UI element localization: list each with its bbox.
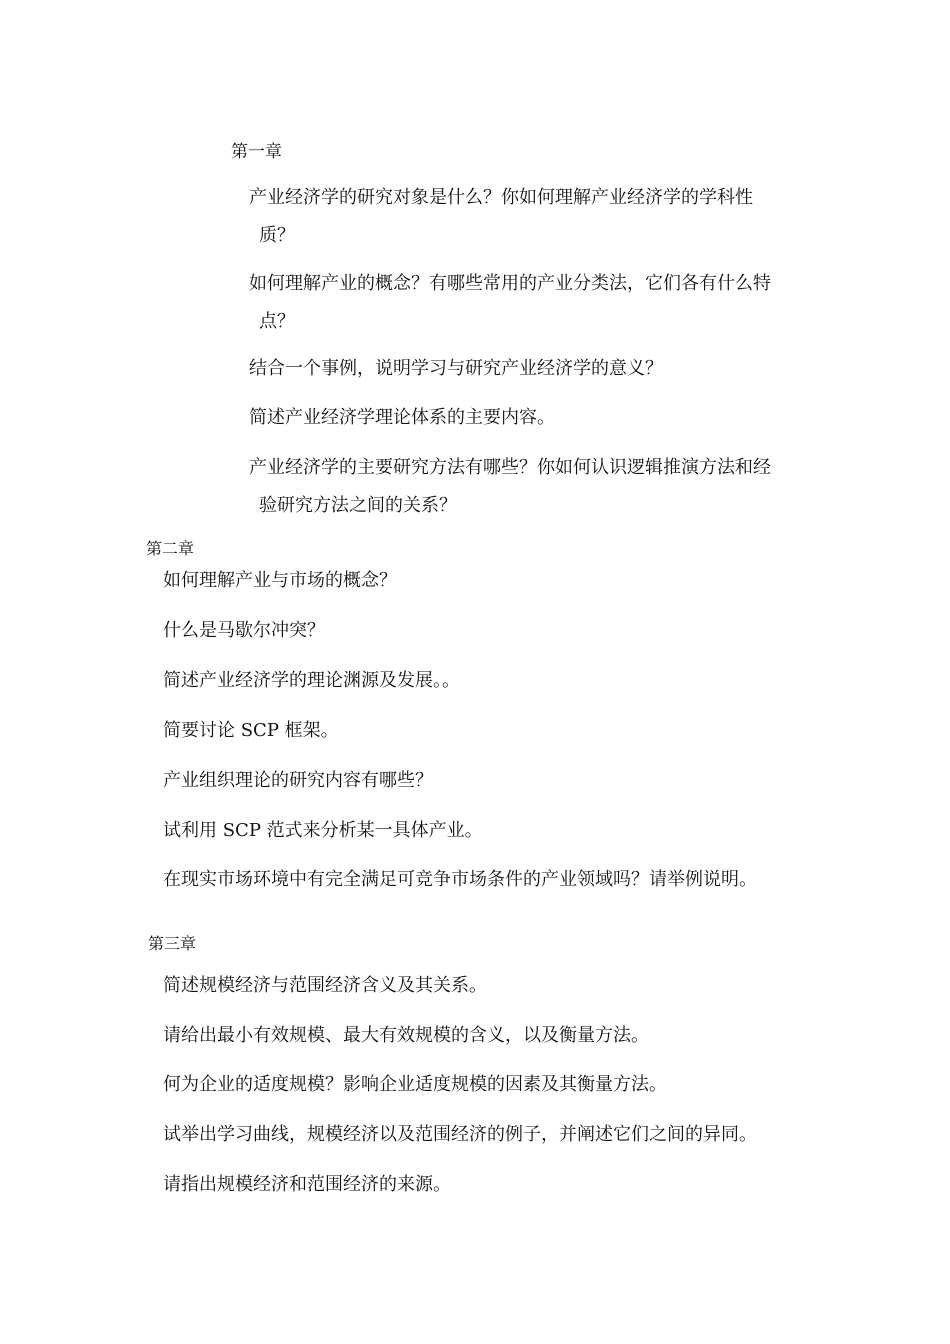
question-line: 如何理解产业的概念？有哪些常用的产业分类法，它们各有什么特 bbox=[249, 273, 771, 294]
chapter-1-question-4 bbox=[249, 399, 555, 437]
question-line: 简述产业经济学的理论渊源及发展。。 bbox=[163, 670, 460, 691]
question-line: 在现实市场环境中有完全满足可竞争市场条件的产业领域吗？请举例说明。 bbox=[163, 869, 757, 890]
chapter-2-question-2 bbox=[163, 612, 325, 650]
chapter-1-question-3 bbox=[249, 350, 663, 388]
question-line: 如何理解产业与市场的概念？ bbox=[163, 570, 397, 591]
chapter-2-heading: 第二章 bbox=[146, 539, 195, 558]
chapter-2-question-5 bbox=[163, 762, 433, 800]
question-line: 请指出规模经济和范围经济的来源。 bbox=[163, 1174, 451, 1195]
question-line-continued: 质？ bbox=[259, 225, 295, 246]
question-line: 简要讨论 SCP 框架。 bbox=[163, 720, 339, 741]
question-line-continued: 验研究方法之间的关系？ bbox=[259, 495, 457, 516]
question-line-continued: 点？ bbox=[259, 311, 295, 332]
chapter-2-question-4 bbox=[163, 712, 339, 750]
chapter-3-question-3 bbox=[163, 1066, 667, 1104]
chapter-3-question-4 bbox=[163, 1116, 757, 1154]
chapter-2-question-7 bbox=[163, 861, 757, 899]
question-line: 产业组织理论的研究内容有哪些？ bbox=[163, 770, 433, 791]
chapter-1-question-5 bbox=[249, 449, 771, 525]
question-line: 什么是马歇尔冲突？ bbox=[163, 620, 325, 641]
question-line: 试利用 SCP 范式来分析某一具体产业。 bbox=[163, 820, 483, 841]
chapter-1-question-2 bbox=[249, 265, 771, 341]
chapter-3-question-2 bbox=[163, 1017, 649, 1055]
chapter-2-question-1 bbox=[163, 562, 397, 600]
question-line: 产业经济学的主要研究方法有哪些？你如何认识逻辑推演方法和经 bbox=[249, 457, 771, 478]
question-line: 何为企业的适度规模？影响企业适度规模的因素及其衡量方法。 bbox=[163, 1074, 667, 1095]
question-line: 简述规模经济与范围经济含义及其关系。 bbox=[163, 975, 487, 996]
question-line: 简述产业经济学理论体系的主要内容。 bbox=[249, 407, 555, 428]
question-line: 请给出最小有效规模、最大有效规模的含义，以及衡量方法。 bbox=[163, 1025, 649, 1046]
chapter-1-heading: 第一章 bbox=[231, 142, 282, 162]
chapter-3-question-1 bbox=[163, 967, 487, 1005]
chapter-3-heading: 第三章 bbox=[148, 934, 197, 953]
question-line: 结合一个事例，说明学习与研究产业经济学的意义？ bbox=[249, 358, 663, 379]
chapter-2-question-3 bbox=[163, 662, 460, 700]
question-line: 产业经济学的研究对象是什么？你如何理解产业经济学的学科性 bbox=[249, 187, 753, 208]
chapter-1-question-1 bbox=[249, 179, 753, 255]
question-line: 试举出学习曲线，规模经济以及范围经济的例子，并阐述它们之间的异同。 bbox=[163, 1124, 757, 1145]
chapter-2-question-6 bbox=[163, 812, 483, 850]
chapter-3-question-5 bbox=[163, 1166, 451, 1204]
